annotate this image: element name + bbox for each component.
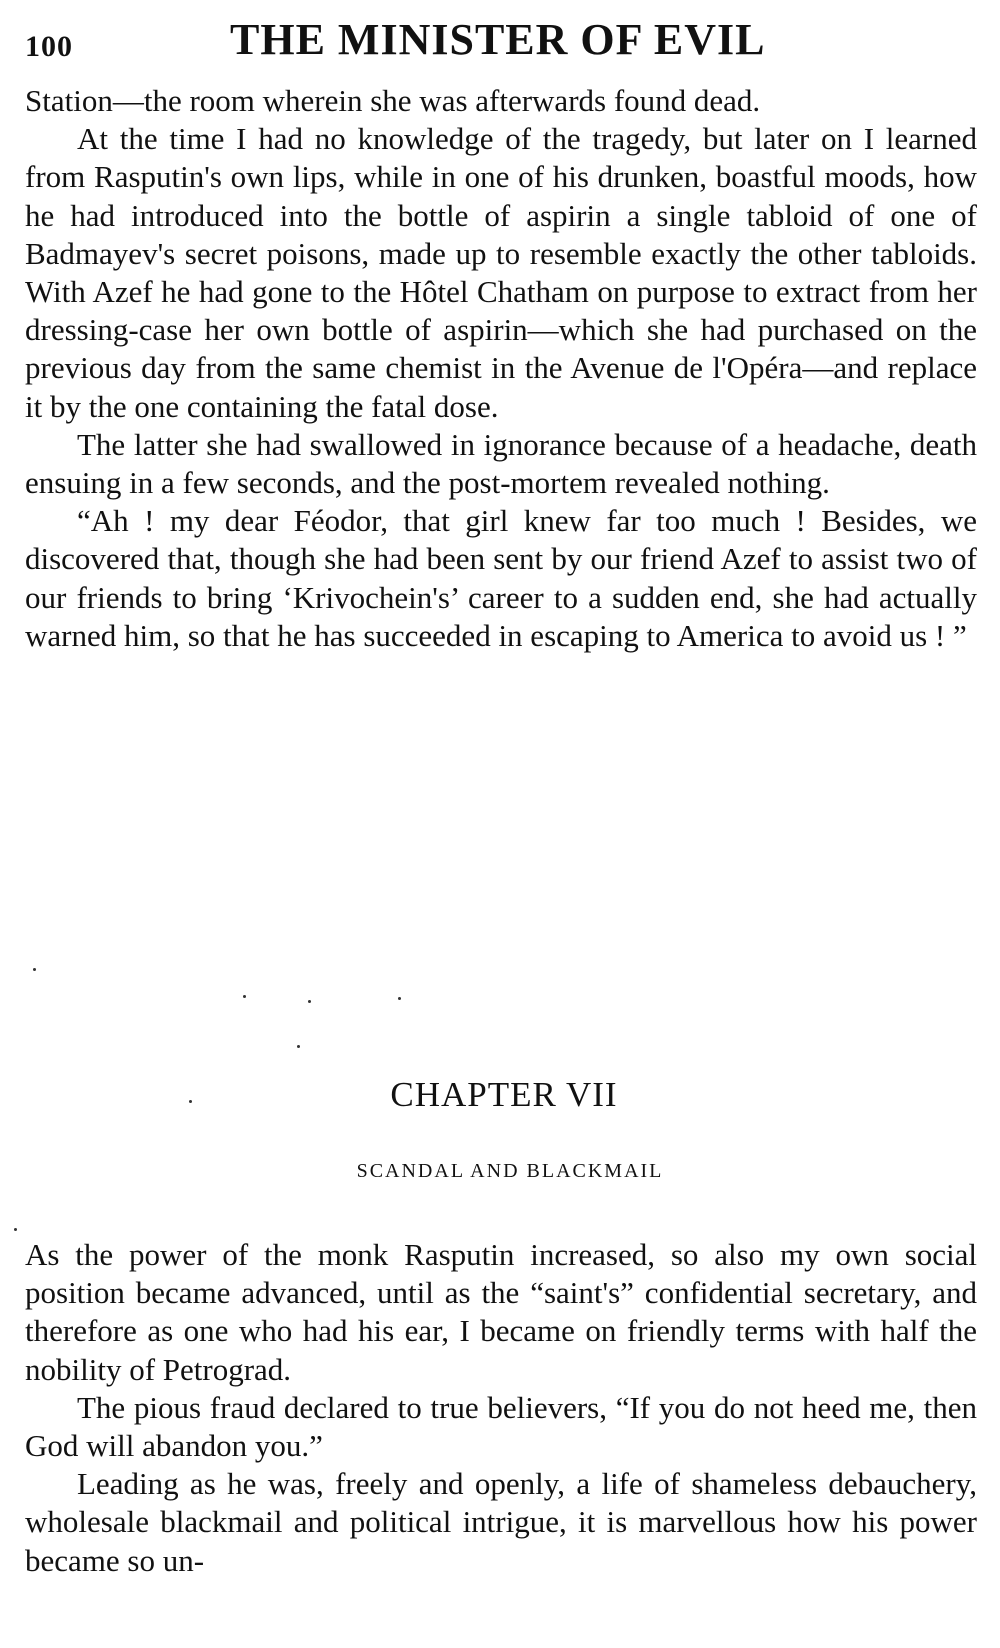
paragraph: The pious fraud declared to true believers, “If you do not heed me, then God will abandon you.” — [25, 1389, 977, 1464]
paragraph: Leading as he was, freely and openly, a life of shameless debauchery, wholesale blackmail and political intrigue, it is marvellous how his power became so un- — [25, 1466, 977, 1578]
chapter-subtitle: SCANDAL AND BLACKMAIL — [356, 1160, 664, 1182]
paragraph: Station—the room wherein she was afterwards found dead. — [25, 83, 761, 118]
text-block-top — [25, 82, 977, 655]
paragraph: At the time I had no knowledge of the tragedy, but later on I learned from Rasputin's own lips, while in one of his drunken, boastful moods, how he had introduced into the bottle of aspirin a single tabloid of one of Badmayev's secret poisons, made up to resemble exactly the other tabloids. With Azef he had gone to the Hôtel Chatham on purpose to extract from her dressing-case her own bottle of aspirin—which she had purchased on the previous day from the same chemist in the Avenue de l'Opéra—and replace it by the one containing the fatal dose. — [25, 121, 977, 424]
running-head — [25, 14, 975, 74]
print-speck — [297, 1045, 300, 1048]
page-number: 100 — [25, 30, 73, 63]
print-speck — [308, 1000, 311, 1003]
paragraph: “Ah ! my dear Féodor, that girl knew far too much ! Besides, we discovered that, though she had been sent by our friend Azef to assist two of our friends to bring ‘Krivochein's’ career to a sudden end, she had actually warned him, so that he has succeeded in escaping to America to avoid us ! ” — [25, 503, 977, 653]
chapter-heading: CHAPTER VII — [390, 1075, 618, 1114]
paragraph: As the power of the monk Rasputin increased, so also my own social position became advanced, until as the “saint's” confidential secretary, and therefore as one who had his ear, I became on friendly terms with half the nobility of Petrograd. — [25, 1237, 977, 1387]
book-title: THE MINISTER OF EVIL — [230, 15, 766, 64]
print-speck — [243, 995, 246, 998]
paragraph: The latter she had swallowed in ignorance because of a headache, death ensuing in a few seconds, and the post-mortem revealed nothing. — [25, 426, 977, 501]
print-speck — [189, 1100, 192, 1103]
text-block-bottom — [25, 1236, 977, 1580]
print-speck — [14, 1228, 17, 1231]
print-speck — [33, 968, 36, 971]
print-speck — [398, 997, 401, 1000]
